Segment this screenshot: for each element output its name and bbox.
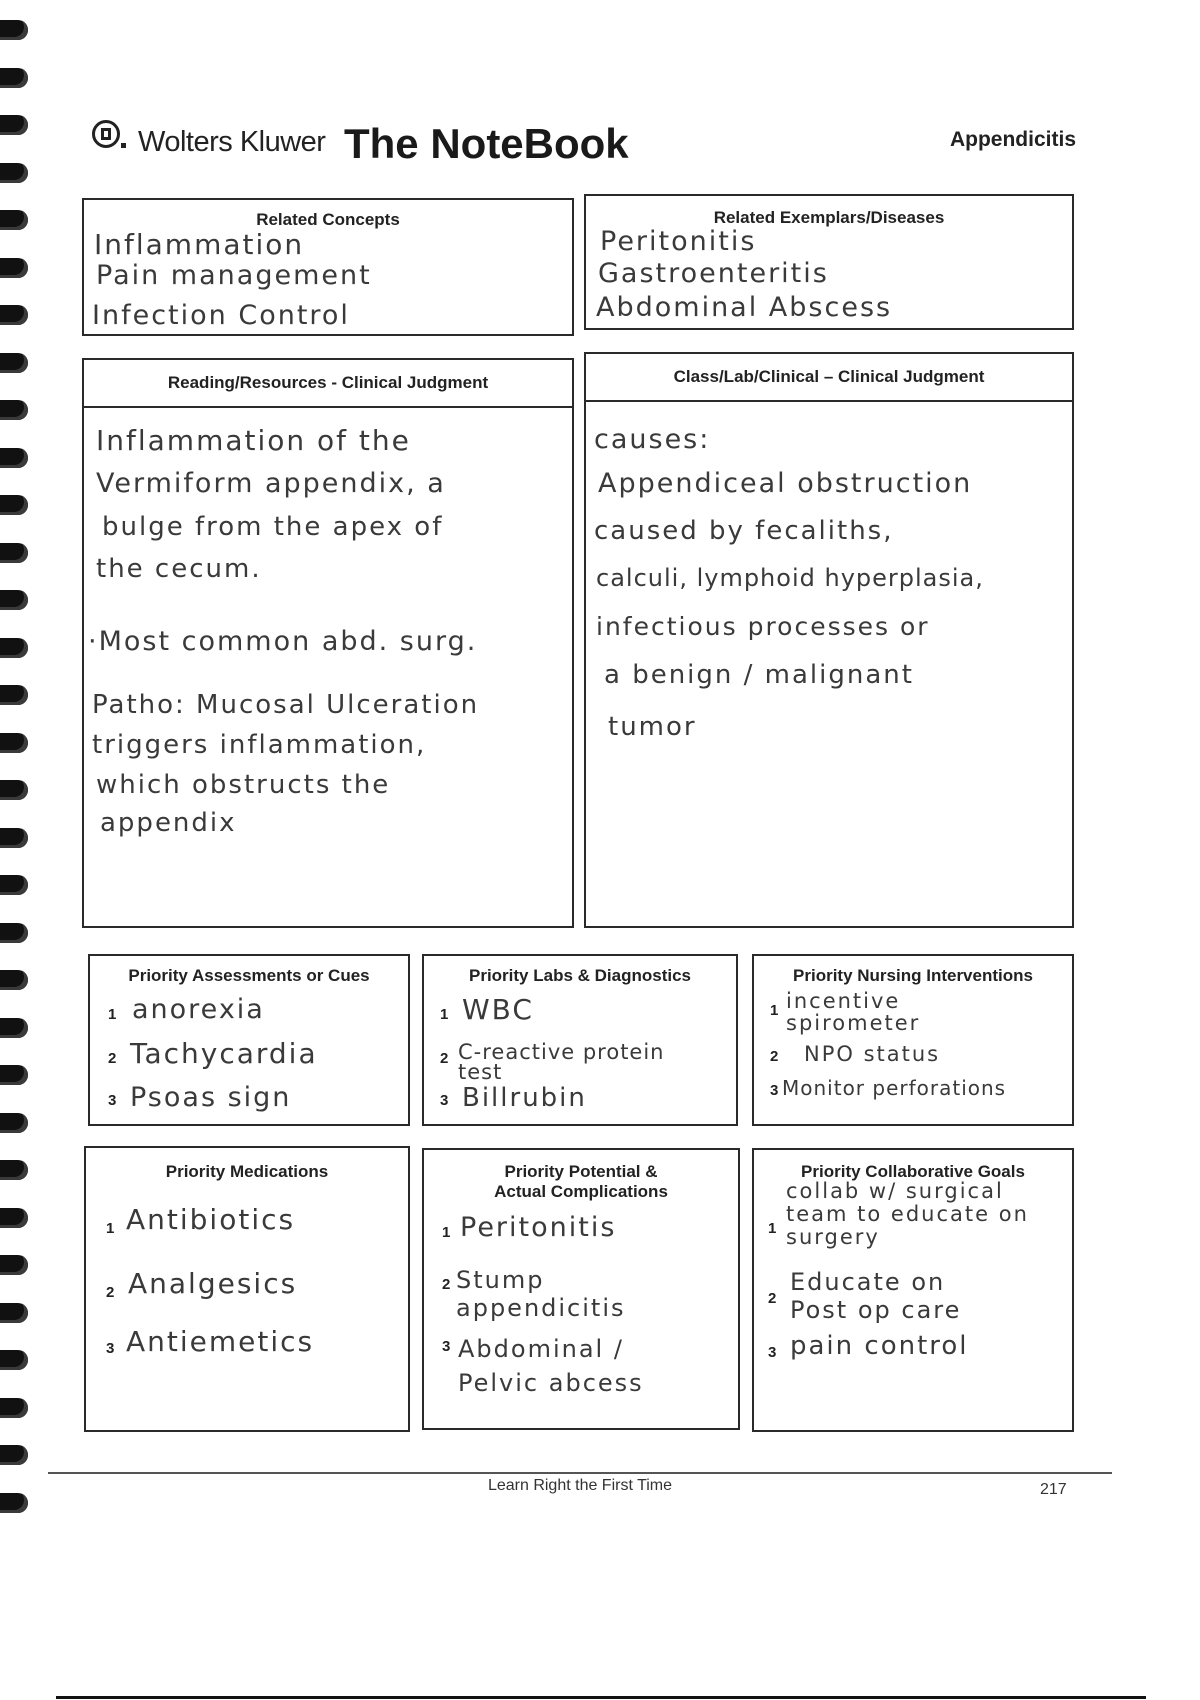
item-text: Antiemetics xyxy=(126,1325,315,1358)
item-text: Monitor perforations xyxy=(782,1076,1007,1100)
related-exemplars-title: Related Exemplars/Diseases xyxy=(713,208,945,227)
clinical-note-line: infectious processes or xyxy=(596,612,930,641)
binding-ring xyxy=(0,448,28,468)
priority-interventions-title: Priority Nursing Interventions xyxy=(793,966,1033,985)
clinical-note-line: caused by fecaliths, xyxy=(594,516,894,546)
binding-ring xyxy=(0,495,28,515)
related-concepts-box xyxy=(82,198,574,336)
footer-tagline: Learn Right the First Time xyxy=(487,1477,673,1494)
item-text: anorexia xyxy=(132,994,265,1025)
binding-ring xyxy=(0,258,28,278)
clinical-note-line: calculi, lymphoid hyperplasia, xyxy=(596,564,984,592)
binding-ring xyxy=(0,115,28,135)
item-number: 1 xyxy=(106,1220,115,1237)
item-text: pain control xyxy=(790,1331,969,1361)
page-number: 217 xyxy=(1040,1481,1067,1498)
priority-complications-title-line2: Actual Complications xyxy=(494,1182,668,1201)
binding-ring xyxy=(0,1113,28,1133)
item-text: Psoas sign xyxy=(130,1082,292,1113)
priority-interventions-box xyxy=(752,954,1074,1126)
item-number: 2 xyxy=(106,1284,115,1301)
item-text: Abdominal / Pelvic abcess xyxy=(458,1335,644,1397)
related-exemplar-line: Abdominal Abscess xyxy=(596,292,893,323)
related-concept-line: Inflammation xyxy=(94,228,305,261)
binding-ring xyxy=(0,1208,28,1228)
reading-note-line: bulge from the apex of xyxy=(102,512,444,542)
item-number: 2 xyxy=(440,1050,449,1067)
related-concepts-title: Related Concepts xyxy=(256,210,400,229)
reading-note-line: appendix xyxy=(100,808,237,838)
item-text: Antibiotics xyxy=(126,1203,296,1236)
priority-goals-box xyxy=(752,1148,1074,1432)
binding-ring xyxy=(0,1493,28,1513)
priority-labs-title: Priority Labs & Diagnostics xyxy=(469,966,691,985)
item-text: Stump appendicitis xyxy=(456,1266,626,1322)
item-text: incentive spirometer xyxy=(786,989,921,1035)
priority-complications-title-line1: Priority Potential & xyxy=(504,1162,658,1181)
clinical-note-line: causes: xyxy=(594,424,711,455)
item-number: 2 xyxy=(442,1276,451,1293)
item-number: 2 xyxy=(770,1048,779,1065)
reading-resources-box xyxy=(82,358,574,928)
binding-ring xyxy=(0,1445,28,1465)
item-number: 3 xyxy=(108,1092,117,1109)
wolters-kluwer-logo-icon xyxy=(92,120,120,148)
item-text: NPO status xyxy=(804,1042,941,1066)
binding-ring xyxy=(0,1160,28,1180)
related-concept-line: Pain management xyxy=(96,260,372,291)
binding-ring xyxy=(0,780,28,800)
item-text: Tachycardia xyxy=(130,1037,318,1070)
priority-medications-title: Priority Medications xyxy=(165,1162,329,1181)
item-text: Educate on Post op care xyxy=(790,1268,962,1324)
priority-complications-box xyxy=(422,1148,740,1430)
priority-assessments-box xyxy=(88,954,410,1126)
topic-label: Appendicitis xyxy=(949,128,1076,151)
class-lab-clinical-box xyxy=(584,352,1074,928)
reading-resources-title: Reading/Resources - Clinical Judgment xyxy=(84,360,572,408)
binding-ring xyxy=(0,733,28,753)
reading-note-line: Inflammation of the xyxy=(96,424,411,457)
item-number: 2 xyxy=(768,1290,777,1307)
item-number: 3 xyxy=(768,1344,777,1361)
related-exemplar-line: Peritonitis xyxy=(600,226,757,257)
binding-ring xyxy=(0,400,28,420)
class-lab-clinical-title: Class/Lab/Clinical – Clinical Judgment xyxy=(586,354,1072,402)
clinical-note-line: a benign / malignant xyxy=(604,660,914,690)
priority-medications-box xyxy=(84,1146,410,1432)
brand-name: Wolters Kluwer xyxy=(138,126,326,158)
binding-ring xyxy=(0,210,28,230)
priority-goals-title: Priority Collaborative Goals xyxy=(801,1162,1025,1181)
item-text: C-reactive protein test xyxy=(458,1040,665,1084)
item-number: 1 xyxy=(770,1002,779,1019)
binding-ring xyxy=(0,875,28,895)
binding-ring xyxy=(0,353,28,373)
page-bottom-edge xyxy=(56,1696,1146,1699)
clinical-note-line: tumor xyxy=(608,712,697,742)
binding-ring xyxy=(0,1303,28,1323)
reading-note-line: triggers inflammation, xyxy=(92,730,427,760)
reading-note-line: ·Most common abd. surg. xyxy=(88,626,478,657)
item-number: 1 xyxy=(108,1006,117,1023)
binding-ring xyxy=(0,685,28,705)
binding-ring xyxy=(0,1350,28,1370)
item-number: 3 xyxy=(770,1082,779,1099)
item-number: 1 xyxy=(442,1224,451,1241)
priority-assessments-title: Priority Assessments or Cues xyxy=(128,966,370,985)
priority-labs-box xyxy=(422,954,738,1126)
item-number: 1 xyxy=(768,1220,777,1237)
related-exemplar-line: Gastroenteritis xyxy=(598,258,829,289)
related-concept-line: Infection Control xyxy=(92,300,350,331)
binding-ring xyxy=(0,828,28,848)
footer-divider xyxy=(48,1472,1112,1474)
binding-ring xyxy=(0,305,28,325)
reading-note-line: which obstructs the xyxy=(96,770,391,800)
binding-ring xyxy=(0,20,28,40)
item-number: 2 xyxy=(108,1050,117,1067)
reading-note-line: Vermiform appendix, a xyxy=(96,468,446,499)
binding-ring xyxy=(0,163,28,183)
item-number: 3 xyxy=(106,1340,115,1357)
reading-note-line: Patho: Mucosal Ulceration xyxy=(92,690,480,720)
reading-note-line: the cecum. xyxy=(96,554,262,584)
item-text: WBC xyxy=(462,993,534,1026)
item-text: Peritonitis xyxy=(460,1212,617,1243)
binding-ring xyxy=(0,970,28,990)
binding-ring xyxy=(0,638,28,658)
item-text: Analgesics xyxy=(128,1267,298,1300)
binding-ring xyxy=(0,1255,28,1275)
item-number: 3 xyxy=(440,1092,449,1109)
binding-ring xyxy=(0,1018,28,1038)
binding-ring xyxy=(0,590,28,610)
binding-ring xyxy=(0,1065,28,1085)
binding-ring xyxy=(0,923,28,943)
spiral-binding xyxy=(0,20,34,1540)
clinical-note-line: Appendiceal obstruction xyxy=(598,468,973,499)
binding-ring xyxy=(0,1398,28,1418)
binding-ring xyxy=(0,543,28,563)
item-number: 3 xyxy=(442,1338,451,1355)
related-exemplars-box xyxy=(584,194,1074,330)
binding-ring xyxy=(0,68,28,88)
notebook-title: The NoteBook xyxy=(344,120,629,167)
item-number: 1 xyxy=(440,1006,449,1023)
item-text: collab w/ surgical team to educate on surgery xyxy=(786,1179,1029,1249)
item-text: Billrubin xyxy=(462,1083,587,1113)
